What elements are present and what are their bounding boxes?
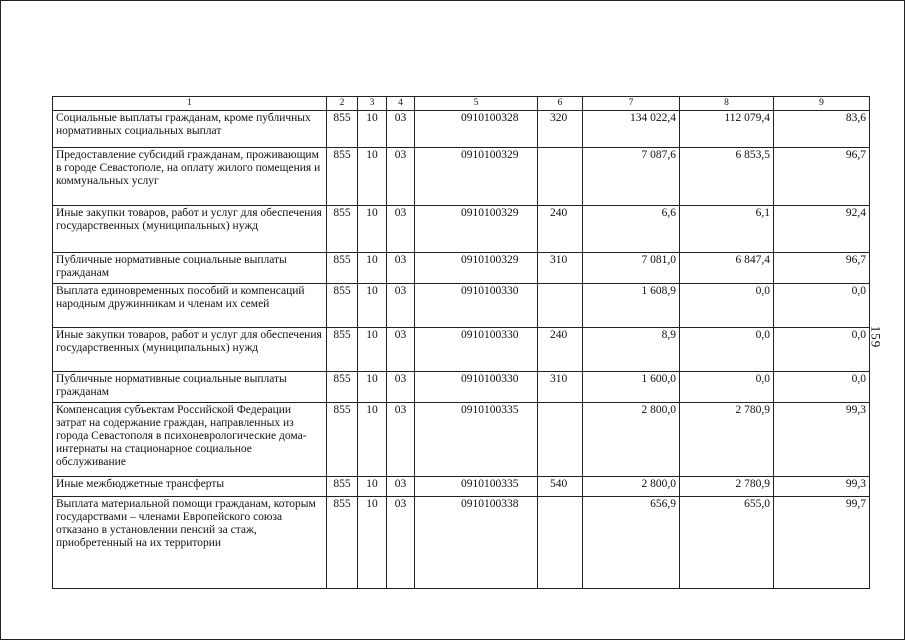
table-row <box>53 206 870 253</box>
planned-amount: 1 600,0 <box>583 372 680 403</box>
table-row <box>53 477 870 497</box>
actual-amount: 2 780,9 <box>680 403 774 477</box>
target-article-code: 0910100335 <box>415 403 538 477</box>
section-code: 10 <box>358 206 387 253</box>
ministry-code: 855 <box>327 403 358 477</box>
expense-name: Иные закупки товаров, работ и услуг для обеспечения государственных (муниципальных) нужд <box>53 206 327 253</box>
expense-type-code: 320 <box>538 111 583 148</box>
execution-percent: 0,0 <box>774 328 870 372</box>
planned-amount: 8,9 <box>583 328 680 372</box>
ministry-code: 855 <box>327 206 358 253</box>
expense-name: Иные закупки товаров, работ и услуг для обеспечения государственных (муниципальных) нужд <box>53 328 327 372</box>
planned-amount: 134 022,4 <box>583 111 680 148</box>
expense-type-code: 540 <box>538 477 583 497</box>
table-row <box>53 111 870 148</box>
expense-name: Публичные нормативные социальные выплаты гражданам <box>53 372 327 403</box>
column-number: 7 <box>583 97 680 111</box>
expense-name: Публичные нормативные социальные выплаты гражданам <box>53 253 327 284</box>
column-number: 8 <box>680 97 774 111</box>
section-code: 10 <box>358 111 387 148</box>
column-number: 3 <box>358 97 387 111</box>
ministry-code: 855 <box>327 111 358 148</box>
expense-type-code: 240 <box>538 206 583 253</box>
target-article-code: 0910100328 <box>415 111 538 148</box>
expense-type-code: 310 <box>538 253 583 284</box>
table-row <box>53 253 870 284</box>
expense-name: Компенсация субъектам Российской Федерации затрат на содержание граждан, направленных из города Севастополя в психоневрологические дома-интернаты на стационарное социальное обслуживание <box>53 403 327 477</box>
subsection-code: 03 <box>387 284 415 328</box>
actual-amount: 2 780,9 <box>680 477 774 497</box>
section-code: 10 <box>358 284 387 328</box>
expense-name: Социальные выплаты гражданам, кроме публичных нормативных социальных выплат <box>53 111 327 148</box>
target-article-code: 0910100330 <box>415 328 538 372</box>
actual-amount: 0,0 <box>680 328 774 372</box>
ministry-code: 855 <box>327 477 358 497</box>
planned-amount: 6,6 <box>583 206 680 253</box>
table-row <box>53 403 870 477</box>
subsection-code: 03 <box>387 477 415 497</box>
subsection-code: 03 <box>387 328 415 372</box>
actual-amount: 6 853,5 <box>680 148 774 206</box>
column-number: 2 <box>327 97 358 111</box>
planned-amount: 656,9 <box>583 497 680 589</box>
expense-type-code <box>538 497 583 589</box>
execution-percent: 99,3 <box>774 477 870 497</box>
subsection-code: 03 <box>387 497 415 589</box>
expense-type-code <box>538 403 583 477</box>
table-row <box>53 372 870 403</box>
actual-amount: 0,0 <box>680 372 774 403</box>
actual-amount: 0,0 <box>680 284 774 328</box>
ministry-code: 855 <box>327 253 358 284</box>
execution-percent: 96,7 <box>774 253 870 284</box>
column-number-row <box>53 97 870 111</box>
section-code: 10 <box>358 148 387 206</box>
expense-type-code <box>538 284 583 328</box>
target-article-code: 0910100330 <box>415 284 538 328</box>
subsection-code: 03 <box>387 206 415 253</box>
target-article-code: 0910100330 <box>415 372 538 403</box>
execution-percent: 92,4 <box>774 206 870 253</box>
execution-percent: 0,0 <box>774 372 870 403</box>
planned-amount: 7 087,6 <box>583 148 680 206</box>
planned-amount: 2 800,0 <box>583 403 680 477</box>
target-article-code: 0910100335 <box>415 477 538 497</box>
actual-amount: 6 847,4 <box>680 253 774 284</box>
execution-percent: 99,3 <box>774 403 870 477</box>
subsection-code: 03 <box>387 111 415 148</box>
section-code: 10 <box>358 403 387 477</box>
target-article-code: 0910100329 <box>415 148 538 206</box>
expense-name: Выплата единовременных пособий и компенсаций народным дружинникам и членам их семей <box>53 284 327 328</box>
expense-type-code: 240 <box>538 328 583 372</box>
subsection-code: 03 <box>387 403 415 477</box>
ministry-code: 855 <box>327 148 358 206</box>
column-number: 4 <box>387 97 415 111</box>
expense-name: Выплата материальной помощи гражданам, которым государствами – членами Европейского союза отказано в установлении пенсий за стаж, приобретенный на их территории <box>53 497 327 589</box>
ministry-code: 855 <box>327 328 358 372</box>
table-row <box>53 497 870 589</box>
execution-percent: 99,7 <box>774 497 870 589</box>
column-number: 6 <box>538 97 583 111</box>
section-code: 10 <box>358 477 387 497</box>
section-code: 10 <box>358 497 387 589</box>
target-article-code: 0910100338 <box>415 497 538 589</box>
table-row <box>53 328 870 372</box>
section-code: 10 <box>358 253 387 284</box>
ministry-code: 855 <box>327 284 358 328</box>
subsection-code: 03 <box>387 148 415 206</box>
planned-amount: 7 081,0 <box>583 253 680 284</box>
ministry-code: 855 <box>327 497 358 589</box>
budget-table <box>52 96 870 589</box>
planned-amount: 1 608,9 <box>583 284 680 328</box>
execution-percent: 0,0 <box>774 284 870 328</box>
expense-name: Иные межбюджетные трансферты <box>53 477 327 497</box>
section-code: 10 <box>358 372 387 403</box>
subsection-code: 03 <box>387 253 415 284</box>
actual-amount: 112 079,4 <box>680 111 774 148</box>
subsection-code: 03 <box>387 372 415 403</box>
page-number: 159 <box>868 325 884 349</box>
expense-type-code: 310 <box>538 372 583 403</box>
column-number: 9 <box>774 97 870 111</box>
table-row <box>53 284 870 328</box>
expense-type-code <box>538 148 583 206</box>
target-article-code: 0910100329 <box>415 206 538 253</box>
planned-amount: 2 800,0 <box>583 477 680 497</box>
table-row <box>53 148 870 206</box>
actual-amount: 6,1 <box>680 206 774 253</box>
section-code: 10 <box>358 328 387 372</box>
actual-amount: 655,0 <box>680 497 774 589</box>
expense-name: Предоставление субсидий гражданам, проживающим в городе Севастополе, на оплату жилого помещения и коммунальных услуг <box>53 148 327 206</box>
column-number: 5 <box>415 97 538 111</box>
execution-percent: 96,7 <box>774 148 870 206</box>
target-article-code: 0910100329 <box>415 253 538 284</box>
ministry-code: 855 <box>327 372 358 403</box>
execution-percent: 83,6 <box>774 111 870 148</box>
column-number: 1 <box>53 97 327 111</box>
